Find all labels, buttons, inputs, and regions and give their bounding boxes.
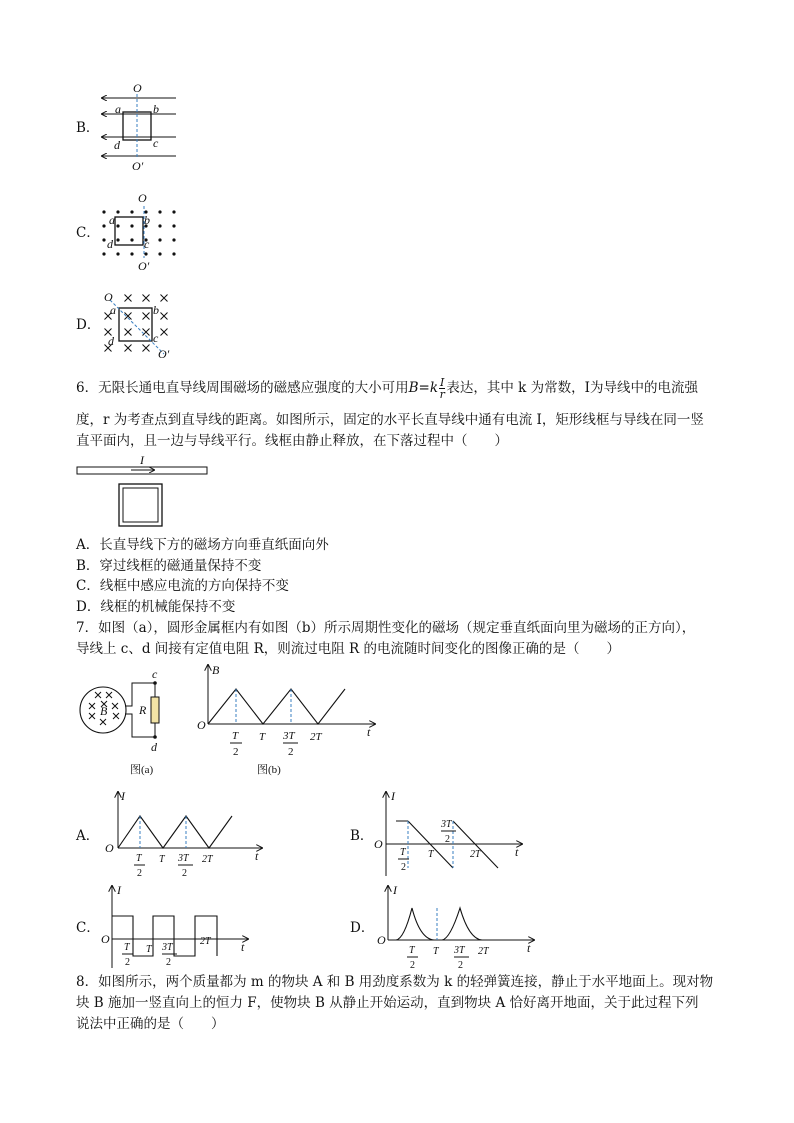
q7-option-d-label: D． [350,920,375,936]
y-label: B [212,663,220,677]
field-dot [102,252,105,255]
tick-2t: 2T [470,849,481,860]
tick-half-t-den: 2 [410,960,415,971]
q7-option-d-graph [374,882,544,972]
label-r: R [139,703,147,717]
q5-option-b-figure [96,80,186,175]
tick-half-t-den: 2 [125,957,130,968]
formula-bk: B=k [408,380,439,396]
x-label: t [527,941,531,955]
q6-option-d: D．线框的机械能保持不变 [76,599,236,615]
corner-a: a [109,213,115,227]
q5-option-d-figure [98,288,188,368]
terminal-c [153,681,157,685]
q7-stem-line2: 导线上 c、d 间接有定值电阻 R，则流过电阻 R 的电流随时间变化的图像正确的是（ ） [76,641,620,657]
q5-option-c-label: C． [76,225,100,241]
x-label: t [367,725,371,739]
field-cross [125,329,132,336]
field-cross [125,345,132,352]
q6-option-c: C．线框中感应电流的方向保持不变 [76,578,289,594]
field-cross [161,313,168,320]
field-dot [144,252,147,255]
q7-option-b-graph [372,788,532,883]
corner-b: b [153,102,159,116]
tick-half-t-num: T [400,847,406,858]
tick-3half-t-den: 2 [166,957,171,968]
caption-a: 图(a) [130,764,154,776]
q5-option-c-figure [98,190,188,275]
field-cross [112,703,118,709]
origin-label: O [374,837,383,851]
tick-half-t-den: 2 [137,868,142,879]
q5-option-b-label: B． [76,120,100,136]
wire-loop [119,308,152,341]
formula-fraction: $\frac{I}{r}$ [439,376,445,401]
tick-3half-t-num: 3T [178,853,189,864]
q8-stem-line2: 块 B 施加一竖直向上的恒力 F，使物块 B 从静止开始运动，直到物块 A 恰好离开地面，关于此过程下列 [76,995,699,1011]
field-dot [158,252,161,255]
field-dot [130,238,133,241]
origin-label: O [377,933,386,947]
q8-stem-line1: 8．如图所示，两个质量都为 m 的物块 A 和 B 用劲度系数为 k 的轻弹簧连接，静止于水平地面上。现对物 [76,974,714,990]
x-label: t [515,845,519,859]
tick-t: T [146,944,152,955]
field-dot [172,210,175,213]
tick-2t: 2T [310,731,322,743]
terminal-d [153,735,157,739]
field-b-label: B [100,704,108,718]
q5-option-d-label: D． [76,317,101,333]
field-dot [130,224,133,227]
field-cross [161,329,168,336]
q7-option-a-label: A． [76,828,100,844]
tick-half-t-num: T [124,942,130,953]
caption-b: 图(b) [257,764,281,776]
y-label: I [121,789,125,803]
corner-a: a [115,102,121,116]
label-c: c [152,667,158,681]
field-dot [116,238,119,241]
field-dot [130,252,133,255]
axis-bottom-label: O′ [138,259,150,273]
field-dot [172,238,175,241]
field-dot [130,210,133,213]
field-cross [89,713,95,719]
x-label: t [241,940,245,954]
q7-figure-b [195,662,385,782]
field-cross [89,703,95,709]
field-cross [125,295,132,302]
field-cross [143,313,150,320]
q6-stem-line1: 6．无限长通电直导线周围磁场的磁感应强度的大小可用B=k $\frac{I}{r}$ 表达，其中 k 为常数，I为导线中的电流强 [76,376,698,401]
field-dot [116,210,119,213]
axis-top-label: O [133,81,142,95]
q6-stem-line2: 度，r 为考查点到直导线的距离。如图所示，固定的水平长直导线中通有电流 I，矩形线框与导线在同一竖 [76,412,704,428]
tick-t: T [433,946,439,957]
corner-b: b [153,303,159,317]
corner-c: c [144,237,150,251]
tick-2t: 2T [202,854,213,865]
q6-option-b: B．穿过线框的磁通量保持不变 [76,558,262,574]
q7-option-b-label: B． [350,828,374,844]
field-dot [172,252,175,255]
tick-3half-t-num: 3T [454,945,465,956]
axis-bottom-label: O′ [158,347,170,361]
tick-half-t-den: 2 [401,862,406,873]
tick-3half-t-den: 2 [288,746,294,758]
field-dot [158,224,161,227]
field-dot [158,210,161,213]
field-dot [102,224,105,227]
field-cross [100,719,106,725]
wire-frame-outer [119,484,162,526]
corner-d: d [108,334,114,348]
field-cross [106,692,112,698]
tick-2t: 2T [478,946,489,957]
tick-3half-t-den: 2 [458,960,463,971]
resistor [151,697,159,723]
wire-frame-inner [123,488,158,522]
origin-label: O [105,841,114,855]
tick-t: T [259,731,266,743]
tick-half-t-num: T [409,945,415,956]
field-dot [102,210,105,213]
y-label: I [393,883,397,897]
tick-half-t-num: T [136,853,142,864]
q7-figure-a [76,665,186,780]
q7-stem-line1: 7．如图（a），圆形金属框内有如图（b）所示周期性变化的磁场（规定垂直纸面向里为磁场的正方向）， [76,620,696,636]
origin-label: O [101,932,110,946]
tick-half-t-num: T [232,730,239,742]
tick-t: T [428,849,434,860]
corner-d: d [114,138,120,152]
current-label: I [140,453,144,467]
field-dot [172,224,175,227]
corner-c: c [153,331,159,345]
field-cross [113,713,119,719]
corner-c: c [153,136,159,150]
corner-d: d [107,237,113,251]
tick-2t: 2T [200,936,211,947]
tick-3half-t-num: 3T [162,942,173,953]
origin-label: O [197,718,206,732]
label-d: d [151,740,157,754]
axis-top-label: O [138,191,147,205]
i-cusp-curve [396,908,482,940]
x-label: t [255,849,259,863]
q7-option-c-graph [100,882,260,972]
b-curve [208,689,345,724]
field-cross [161,295,168,302]
q6-figure [76,452,216,530]
corner-a: a [110,303,116,317]
tick-3half-t-den: 2 [445,834,450,845]
y-label: I [391,789,395,803]
tick-3half-t-num: 3T [283,730,295,742]
field-dot [102,238,105,241]
tick-t: T [159,854,165,865]
q8-stem-line3: 说法中正确的是（ ） [76,1016,225,1032]
tick-3half-t-num: 3T [441,819,452,830]
field-dot [158,238,161,241]
field-dot [116,224,119,227]
field-cross [143,329,150,336]
axis-top-label: O [104,290,113,304]
field-cross [143,345,150,352]
q7-option-c-label: C． [76,920,100,936]
field-cross [143,295,150,302]
field-cross [95,692,101,698]
q7-option-a-graph [102,788,272,883]
i-curve [118,816,232,848]
y-label: I [117,883,121,897]
corner-b: b [144,213,150,227]
axis-bottom-label: O′ [132,159,144,173]
tick-half-t-den: 2 [233,746,239,758]
field-dot [116,252,119,255]
q6-stem-line3: 直平面内，且一边与导线平行。线框由静止释放，在下落过程中（ ） [76,433,508,449]
q6-option-a: A．长直导线下方的磁场方向垂直纸面向外 [76,537,329,553]
tick-3half-t-den: 2 [182,868,187,879]
